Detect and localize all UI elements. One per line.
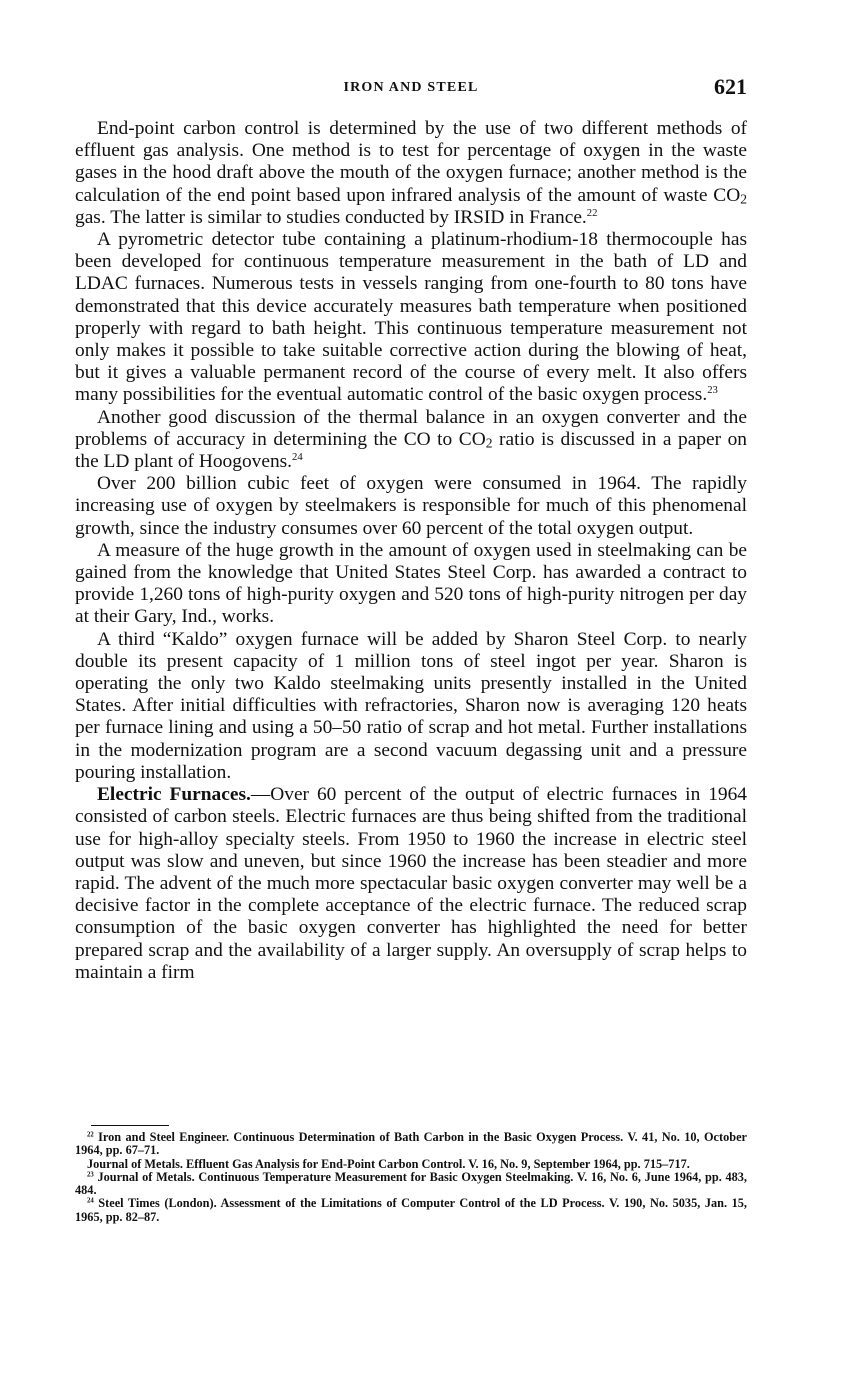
footnote-mark: 22 [87, 1131, 94, 1139]
footnote-mark: 24 [87, 1198, 94, 1206]
footnote-rule [91, 1125, 169, 1126]
paragraph: A pyrometric detector tube containing a platinum-rhodium-18 thermocouple has been developed for continuous temperature measurement in the bath of LD and LDAC furnaces. Numerous tests in vessels ranging from one-fourth to 80 tons have demonstrated that this device accurately measures bath temperature when positioned properly with regard to bath height. This continuous temperature measurement not only makes it possible to take suitable corrective action during the blowing of heat, but it gives a valuable permanent record of the course of every melt. It also offers many possibilities for the eventual automatic control of the basic oxygen process.$^{23}$ [75, 229, 747, 406]
footnote-ref: 23 [707, 384, 718, 397]
body-text [75, 118, 747, 984]
footnotes [75, 1131, 747, 1224]
page-header [75, 76, 747, 102]
paragraph: End-point carbon control is determined by the use of two different methods of effluent gas analysis. One method is to test for percentage of oxygen in the waste gases in the hood draft above the mouth of the oxygen furnace; another method is the calculation of the end point based upon infrared analysis of the amount of waste $CO_2$ gas. The latter is similar to studies conducted by IRSID in France.$^{22}$ [75, 118, 747, 228]
paragraph: A measure of the huge growth in the amount of oxygen used in steelmaking can be gained from the knowledge that United States Steel Corp. has awarded a contract to provide 1,260 tons of high-purity oxygen and 520 tons of high-purity nitrogen per day at their Gary, Ind., works. [75, 539, 747, 628]
page-number: 621 [714, 74, 747, 99]
footnote: Journal of Metals. Effluent Gas Analysis for End-Point Carbon Control. V. 16, No. 9, September 1964, pp. 715–717. [87, 1156, 690, 1171]
footnote-mark: 23 [87, 1171, 94, 1179]
paragraph: Electric Furnaces.—Over 60 percent of the output of electric furnaces in 1964 consisted of carbon steels. Electric furnaces are thus being shifted from the traditional use for high-alloy specialty steels. From 1950 to 1960 the increase in electric steel output was slow and uneven, but since 1960 the increase has been steadier and more rapid. The advent of the much more spectacular basic oxygen converter may well be a decisive factor in the complete acceptance of the electric furnace. The reduced scrap consumption of the basic oxygen converter has highlighted the need for better prepared scrap and the availability of a larger supply. An oversupply of scrap helps to maintain a firm [75, 784, 747, 983]
footnote: $^{22}$ Iron and Steel Engineer. Continuous Determination of Bath Carbon in the Basic Oxygen Process. V. 41, No. 10, October 1964, pp. 67–71. [75, 1130, 747, 1158]
running-title: IRON AND STEEL [343, 80, 479, 95]
footnote: $^{24}$ Steel Times (London). Assessment of the Limitations of Computer Control of the LD Process. V. 190, No. 5035, Jan. 15, 1965, pp. 82–87. [75, 1196, 747, 1224]
paragraph: Over 200 billion cubic feet of oxygen were consumed in 1964. The rapidly increasing use of oxygen by steelmakers is responsible for much of this phenomenal growth, since the industry consumes over 60 percent of the total oxygen output. [75, 473, 747, 539]
footnote-ref: 22 [586, 206, 598, 219]
paragraph: A third “Kaldo” oxygen furnace will be added by Sharon Steel Corp. to nearly double its present capacity of 1 million tons of steel ingot per year. Sharon is operating the only two Kaldo steelmaking units presently installed in the United States. After initial difficulties with refractories, Sharon now is averaging 120 heats per furnace lining and using a 50–50 ratio of scrap and hot metal. Further installations in the modernization program are a second vacuum degassing unit and a pressure pouring installation. [75, 628, 747, 783]
footnote: $^{23}$ Journal of Metals. Continuous Temperature Measurement for Basic Oxygen Steelmaking. V. 16, No. 6, June 1964, pp. 483, 484. [75, 1169, 747, 1198]
paragraph: Another good discussion of the thermal balance in an oxygen converter and the problems of accuracy in determining the CO to $CO_2$ ratio is discussed in a paper on the LD plant of Hoogovens.$^{24}$ [75, 406, 747, 473]
section-heading: Electric Furnaces. [97, 784, 251, 806]
footnote-ref: 24 [292, 451, 303, 464]
